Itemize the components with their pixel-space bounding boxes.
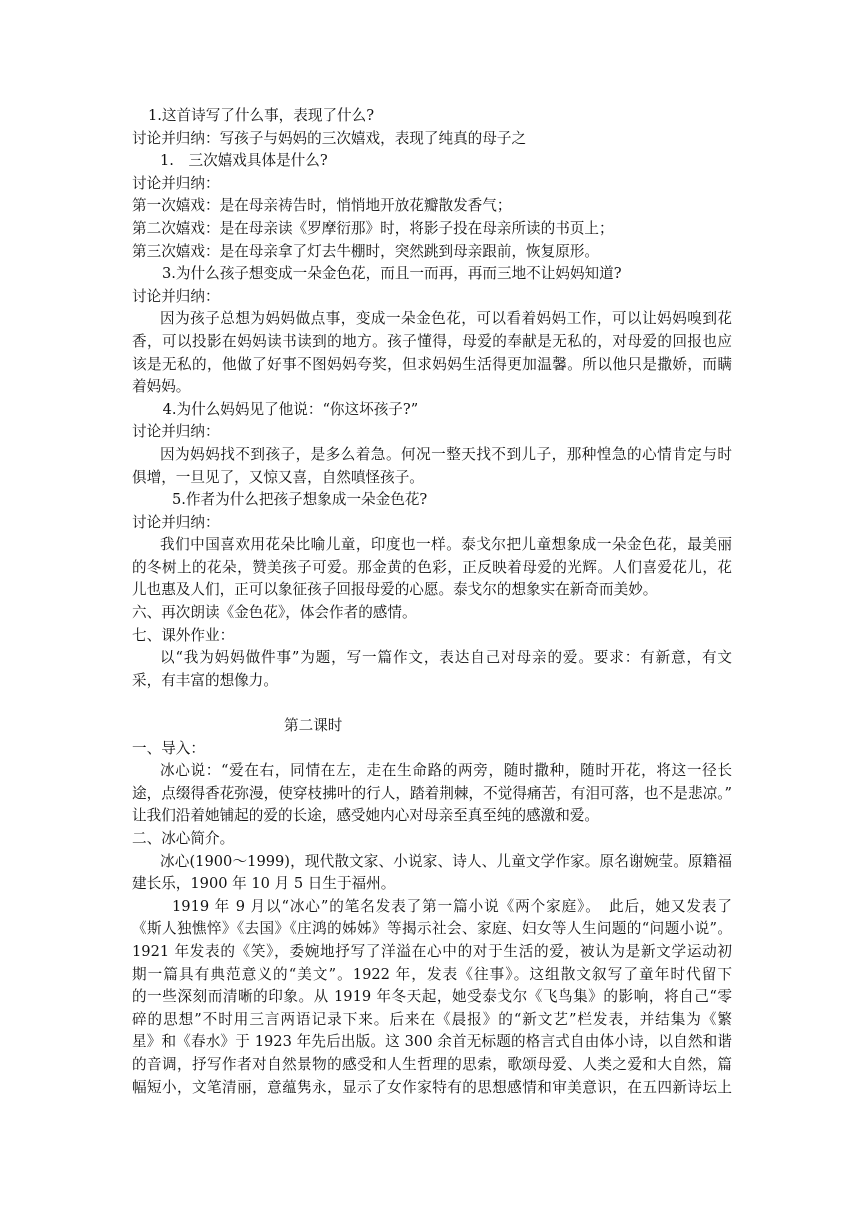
text-line: 俱增，一旦见了，又惊又喜，自然嗔怪孩子。 [132, 468, 424, 486]
text-line: 六、再次朗读《金色花》，体会作者的感情。 [132, 604, 417, 622]
text-line: 1.这首诗写了什么事，表现了什么? [148, 107, 375, 124]
text-line: 让我们沿着她铺起的爱的长途，感受她内心对母亲至真至纯的感激和爱。 [132, 807, 600, 825]
text-line: 冰心说：“爱在右，同情在左，走在生命路的两旁，随时撒种，随时开花，将这一径长 [160, 762, 732, 780]
text-line: 第三次嬉戏：是在母亲拿了灯去牛棚时，突然跳到母亲跟前，恢复原形。 [132, 242, 600, 260]
text-line: 讨论并归纳： [132, 287, 220, 305]
text-line: 二、冰心简介。 [132, 830, 235, 847]
text-line: 采，有丰富的想像力。 [132, 671, 278, 689]
text-line: 期一篇具有典范意义的“美文”。1922 年，发表《往事》。这组散文叙写了童年时代留下 [132, 965, 732, 983]
text-line: 4.为什么妈妈见了他说：“你这坏孩子?” [148, 400, 419, 418]
text-line: 七、课外作业： [132, 626, 235, 644]
text-line: 以“我为妈妈做件事”为题，写一篇作文，表达自己对母亲的爱。要求：有新意，有文 [160, 649, 732, 667]
text-line: 该是无私的，他做了好事不图妈妈夸奖，但求妈妈生活得更加温馨。所以他只是撒娇，而瞒 [132, 355, 732, 373]
text-line: 冰心(1900～1999)，现代散文家、小说家、诗人、儿童文学作家。原名谢婉莹。原籍福 [160, 852, 732, 870]
text-line: 的一些深刻而清晰的印象。从 1919 年冬天起，她受泰戈尔《飞鸟集》的影响，将自己“零 [132, 988, 732, 1006]
text-line: 建长乐，1900 年 10 月 5 日生于福州。 [132, 875, 396, 893]
text-line: 1. 三次嬉戏具体是什么? [160, 152, 328, 170]
text-line: 3.为什么孩子想变成一朵金色花，而且一而再，再而三地不让妈妈知道? [162, 265, 622, 283]
text-line: 第二课时 [284, 717, 343, 735]
text-line: 碎的思想”不时用三言两语记录下来。后来在《晨报》的“新文艺”栏发表，并结集为《繁 [132, 1010, 732, 1028]
text-line: 着妈妈。 [132, 378, 191, 396]
text-line: 幅短小，文笔清丽，意蕴隽永，显示了女作家特有的思想感情和审美意识，在五四新诗坛上 [132, 1078, 732, 1096]
text-line: 一、导入： [132, 739, 205, 757]
text-line: 儿也惠及人们，正可以象征孩子回报母爱的心愿。泰戈尔的想象实在新奇而美妙。 [132, 581, 658, 599]
text-line: 香，可以投影在妈妈读书读到的地方。孩子懂得，母爱的奉献是无私的，对母爱的回报也应 [132, 332, 732, 350]
text-line: 第二次嬉戏：是在母亲读《罗摩衍那》时，将影子投在母亲所读的书页上； [132, 219, 614, 237]
text-line: 《斯人独憔悴》《去国》《庄鸿的姊姊》等揭示社会、家庭、妇女等人生问题的“问题小说”。 [132, 920, 732, 938]
text-line: 1919 年 9 月以“冰心”的笔名发表了第一篇小说《两个家庭》。 此后，她又发表了 [172, 897, 732, 915]
text-line: 第一次嬉戏：是在母亲祷告时，悄悄地开放花瓣散发香气； [132, 197, 512, 215]
text-line: 1921 年发表的《笑》，委婉地抒写了洋溢在心中的对于生活的爱，被认为是新文学运动初 [132, 942, 732, 960]
text-line: 讨论并归纳：写孩子与妈妈的三次嬉戏，表现了纯真的母子之 [132, 129, 527, 147]
text-line: 星》和《春水》于 1923 年先后出版。这 300 余首无标题的格言式自由体小诗，以自然和谐 [132, 1033, 732, 1051]
text-line: 我们中国喜欢用花朵比喻儿童，印度也一样。泰戈尔把儿童想象成一朵金色花，最美丽 [160, 536, 732, 554]
blank-line [132, 692, 732, 715]
text-line: 因为孩子总想为妈妈做点事，变成一朵金色花，可以看着妈妈工作，可以让妈妈嗅到花 [160, 310, 732, 328]
text-line: 讨论并归纳： [132, 513, 220, 531]
document-body [132, 105, 732, 1099]
text-line: 的音调，抒写作者对自然景物的感受和人生哲理的思索，歌颂母爱、人类之爱和大自然，篇 [132, 1055, 732, 1073]
text-line: 讨论并归纳： [132, 423, 220, 441]
text-line: 因为妈妈找不到孩子，是多么着急。何况一整天找不到儿子，那种惶急的心情肯定与时 [160, 445, 732, 463]
text-line: 途，点缀得香花弥漫，使穿枝拂叶的行人，踏着荆棘，不觉得痛苦，有泪可落，也不是悲凉。” [132, 784, 732, 802]
text-line: 的冬树上的花朵，赞美孩子可爱。那金黄的色彩，正反映着母爱的光辉。人们喜爱花儿，花 [132, 558, 732, 576]
text-line: 讨论并归纳： [132, 174, 220, 192]
text-line: 5.作者为什么把孩子想象成一朵金色花? [172, 491, 428, 509]
